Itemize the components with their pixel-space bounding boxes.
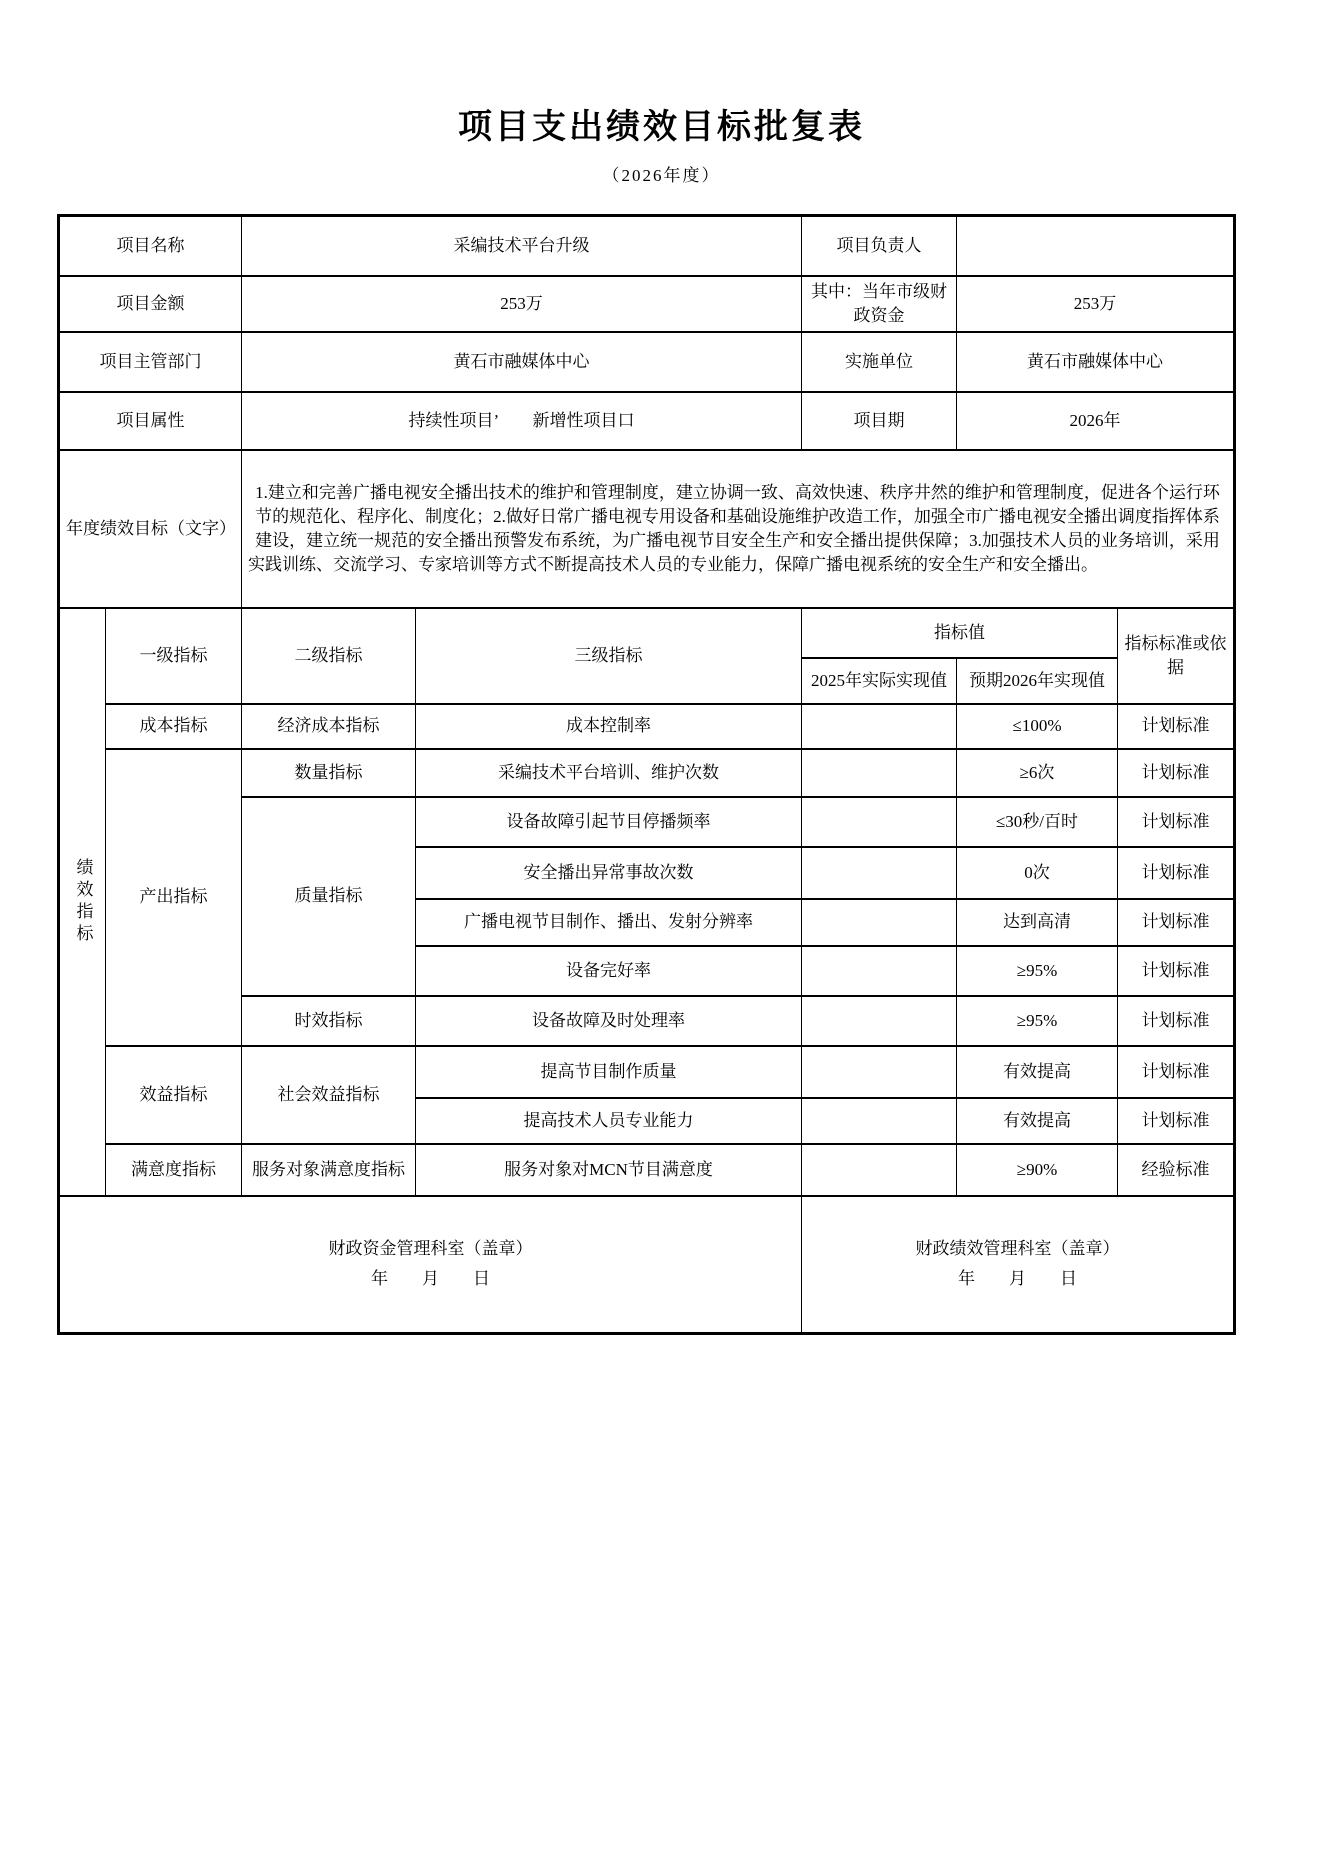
level3-program-quality: 提高节目制作质量 bbox=[416, 1046, 802, 1098]
page-title: 项目支出绩效目标批复表 bbox=[458, 109, 865, 146]
page-subtitle: （2026年度） bbox=[602, 166, 721, 185]
city-funds-value: 253万 bbox=[957, 276, 1235, 332]
level1-benefit: 效益指标 bbox=[106, 1046, 242, 1144]
standard-value: 计划标准 bbox=[1118, 946, 1235, 996]
project-name-label: 项目名称 bbox=[59, 216, 242, 276]
actual-2025-value bbox=[802, 749, 957, 797]
header-value-group: 指标值 bbox=[802, 608, 1118, 658]
standard-value: 计划标准 bbox=[1118, 996, 1235, 1046]
level1-cost: 成本指标 bbox=[106, 704, 242, 749]
expected-2026-value: 有效提高 bbox=[957, 1046, 1118, 1098]
standard-value: 计划标准 bbox=[1118, 797, 1235, 847]
attribute-label: 项目属性 bbox=[59, 392, 242, 450]
signature-row bbox=[59, 1196, 1235, 1334]
expected-2026-value: 有效提高 bbox=[957, 1098, 1118, 1144]
header-level2: 二级指标 bbox=[242, 608, 416, 704]
standard-value: 计划标准 bbox=[1118, 899, 1235, 946]
actual-2025-value bbox=[802, 704, 957, 749]
project-amount-value: 253万 bbox=[242, 276, 802, 332]
level1-output: 产出指标 bbox=[106, 749, 242, 1046]
expected-2026-value: 达到高清 bbox=[957, 899, 1118, 946]
implementing-unit-label: 实施单位 bbox=[802, 332, 957, 392]
project-amount-label: 项目金额 bbox=[59, 276, 242, 332]
level2-quantity: 数量指标 bbox=[242, 749, 416, 797]
header-level3: 三级指标 bbox=[416, 608, 802, 704]
level2-service-satisfaction: 服务对象满意度指标 bbox=[242, 1144, 416, 1196]
funds-office-stamp-cell bbox=[59, 1196, 802, 1334]
annual-goal-text: 1.建立和完善广播电视安全播出技术的维护和管理制度，建立协调一致、高效快速、秩序井然的维护和管理制度，促进各个运行环节的规范化、程序化、制度化；2.做好日常广播电视专用设备和基础设施维护改造工作，加强全市广播电视安全播出调度指挥体系建设，建立统一规范的安全播出预警发布系统，为广播电视节目安全生产和安全播出提供保障；3.加强技术人员的业务培训，采用实践训练、交流学习、专家培训等方式不断提高技术人员的专业能力，保障广播电视系统的安全生产和安全播出。 bbox=[242, 450, 1235, 608]
indicator-header-row-1 bbox=[59, 608, 1235, 658]
indicator-row-benefit-1 bbox=[59, 1046, 1235, 1098]
indicator-side-label: 绩效指标 bbox=[59, 608, 106, 1196]
level3-staff-ability: 提高技术人员专业能力 bbox=[416, 1098, 802, 1144]
indicator-row-satisfaction bbox=[59, 1144, 1235, 1196]
project-period-value: 2026年 bbox=[957, 392, 1235, 450]
actual-2025-value bbox=[802, 996, 957, 1046]
level3-repair-rate: 设备故障及时处理率 bbox=[416, 996, 802, 1046]
indicator-row-cost bbox=[59, 704, 1235, 749]
standard-value: 计划标准 bbox=[1118, 1098, 1235, 1144]
info-row-attribute bbox=[59, 392, 1235, 450]
performance-target-form bbox=[57, 214, 1236, 1335]
header-expected-2026: 预期2026年实现值 bbox=[957, 658, 1118, 704]
level3-incident-count: 安全播出异常事故次数 bbox=[416, 847, 802, 899]
department-value: 黄石市融媒体中心 bbox=[242, 332, 802, 392]
actual-2025-value bbox=[802, 1144, 957, 1196]
expected-2026-value: ≥95% bbox=[957, 946, 1118, 996]
performance-office-stamp-cell bbox=[802, 1196, 1235, 1334]
project-period-label: 项目期 bbox=[802, 392, 957, 450]
level3-outage-rate: 设备故障引起节目停播频率 bbox=[416, 797, 802, 847]
header-actual-2025: 2025年实际实现值 bbox=[802, 658, 957, 704]
level3-training-count: 采编技术平台培训、维护次数 bbox=[416, 749, 802, 797]
project-leader-value bbox=[957, 216, 1235, 276]
actual-2025-value bbox=[802, 847, 957, 899]
department-label: 项目主管部门 bbox=[59, 332, 242, 392]
header-level1: 一级指标 bbox=[106, 608, 242, 704]
info-row-project-name bbox=[59, 216, 1235, 276]
level1-satisfaction: 满意度指标 bbox=[106, 1144, 242, 1196]
actual-2025-value bbox=[802, 797, 957, 847]
project-leader-label: 项目负责人 bbox=[802, 216, 957, 276]
level3-resolution: 广播电视节目制作、播出、发射分辨率 bbox=[416, 899, 802, 946]
level2-timeliness: 时效指标 bbox=[242, 996, 416, 1046]
standard-value: 经验标准 bbox=[1118, 1144, 1235, 1196]
actual-2025-value bbox=[802, 1098, 957, 1144]
project-name-value: 采编技术平台升级 bbox=[242, 216, 802, 276]
performance-office-title: 财政绩效管理科室（盖章） bbox=[915, 1239, 1120, 1259]
expected-2026-value: ≥90% bbox=[957, 1144, 1118, 1196]
standard-value: 计划标准 bbox=[1118, 1046, 1235, 1098]
actual-2025-value bbox=[802, 899, 957, 946]
performance-office-date: 年 月 日 bbox=[958, 1269, 1077, 1289]
expected-2026-value: 0次 bbox=[957, 847, 1118, 899]
info-row-department bbox=[59, 332, 1235, 392]
expected-2026-value: ≤30秒/百时 bbox=[957, 797, 1118, 847]
expected-2026-value: ≥95% bbox=[957, 996, 1118, 1046]
funds-office-title: 财政资金管理科室（盖章） bbox=[328, 1239, 533, 1259]
attribute-value: 持续性项目’ 新增性项目口 bbox=[242, 392, 802, 450]
info-row-project-amount bbox=[59, 276, 1235, 332]
funds-office-date: 年 月 日 bbox=[371, 1269, 490, 1289]
actual-2025-value bbox=[802, 1046, 957, 1098]
actual-2025-value bbox=[802, 946, 957, 996]
level3-equipment-rate: 设备完好率 bbox=[416, 946, 802, 996]
level2-social-benefit: 社会效益指标 bbox=[242, 1046, 416, 1144]
info-row-annual-goal bbox=[59, 450, 1235, 608]
expected-2026-value: ≤100% bbox=[957, 704, 1118, 749]
implementing-unit-value: 黄石市融媒体中心 bbox=[957, 332, 1235, 392]
city-funds-label: 其中：当年市级财政资金 bbox=[802, 276, 957, 332]
header-standard: 指标标准或依据 bbox=[1118, 608, 1235, 704]
standard-value: 计划标准 bbox=[1118, 704, 1235, 749]
annual-goal-label: 年度绩效目标（文字） bbox=[59, 450, 242, 608]
level2-quality: 质量指标 bbox=[242, 797, 416, 996]
standard-value: 计划标准 bbox=[1118, 749, 1235, 797]
standard-value: 计划标准 bbox=[1118, 847, 1235, 899]
level3-cost-control: 成本控制率 bbox=[416, 704, 802, 749]
indicator-row-quantity bbox=[59, 749, 1235, 797]
level2-economic-cost: 经济成本指标 bbox=[242, 704, 416, 749]
expected-2026-value: ≥6次 bbox=[957, 749, 1118, 797]
level3-mcn-satisfaction: 服务对象对MCN节目满意度 bbox=[416, 1144, 802, 1196]
